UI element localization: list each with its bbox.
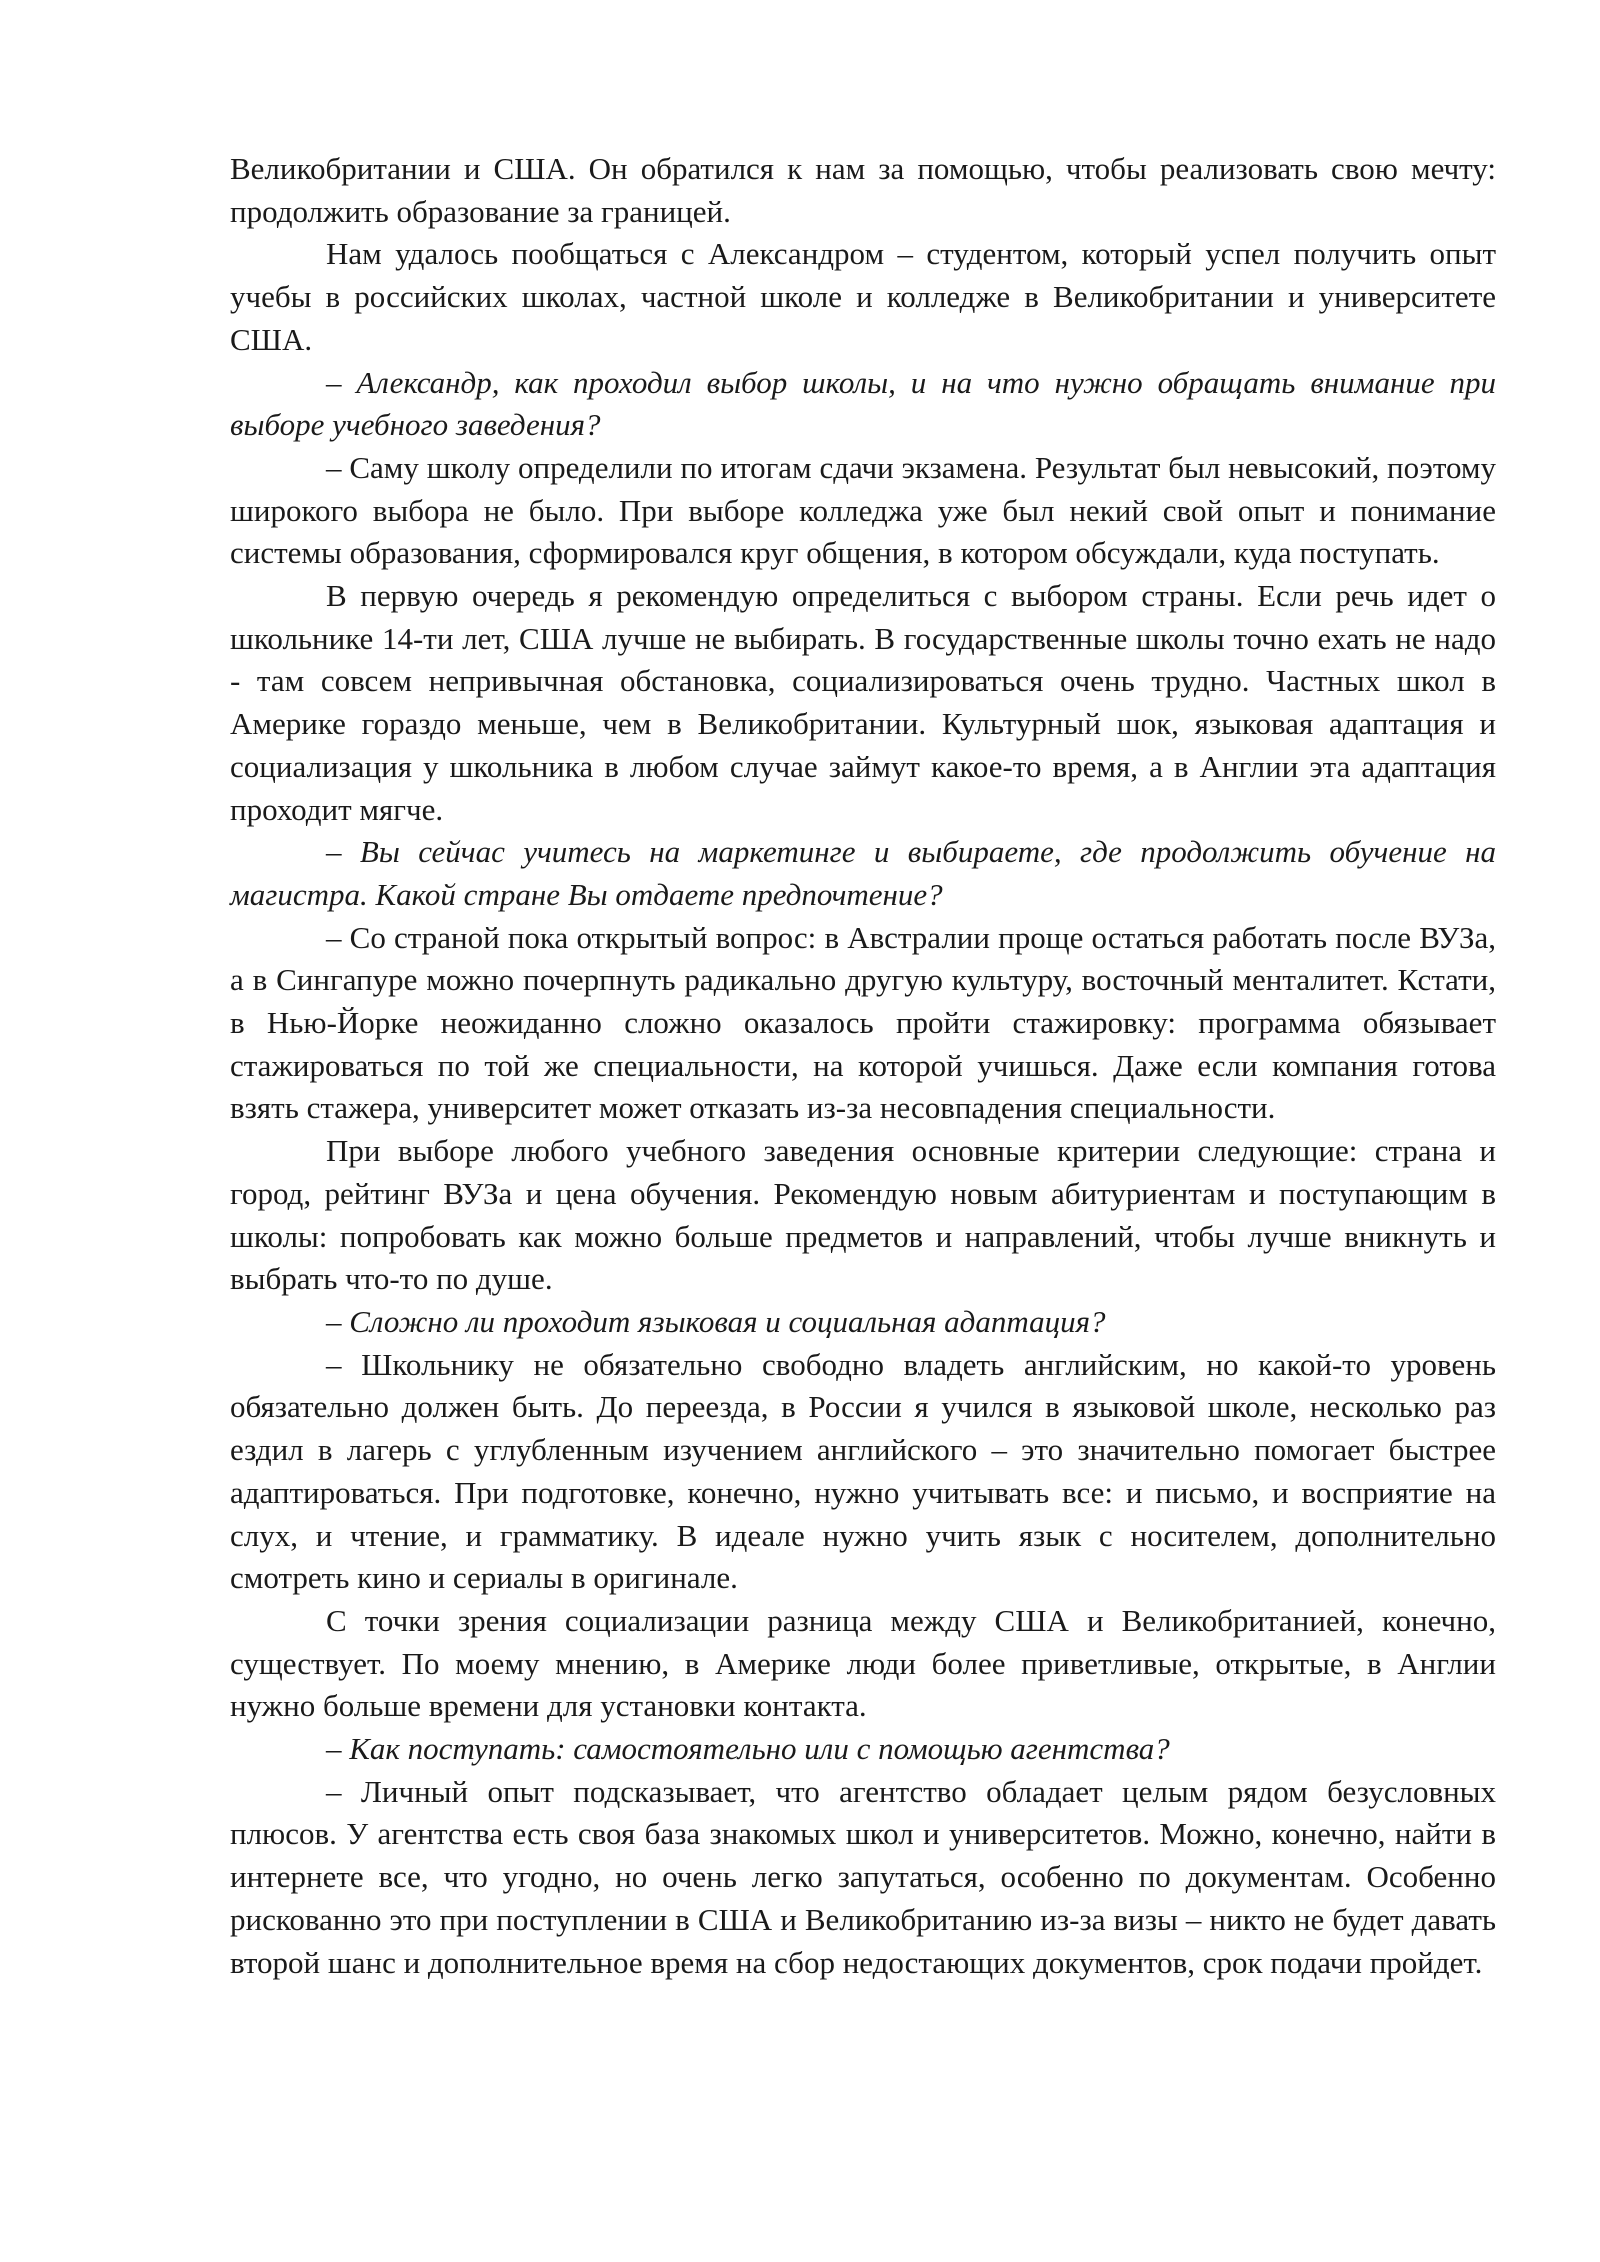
paragraph-continuation: Великобритании и США. Он обратился к нам за помощью, чтобы реализовать свою мечту: продолжить образование за границей.: [230, 151, 1496, 229]
answer-language-adaptation: – Школьнику не обязательно свободно владеть английским, но какой-то уровень обязательно должен быть. До переезда, в России я учился в языковой школе, несколько раз ездил в лагерь с углубленным изучением английского – это значительно помогает быстрее адаптироваться. При подготовке, конечно, нужно учитывать все: и письмо, и восприятие на слух, и чтение, и грамматику. В идеале нужно учить язык с носителем, дополнительно смотреть кино и сериалы в оригинале.: [230, 1346, 1496, 1596]
paragraph-selection-criteria: При выборе любого учебного заведения основные критерии следующие: страна и город, рейтинг ВУЗа и цена обучения. Рекомендую новым абитуриентам и поступающим в школы: попробовать как можно больше предметов и направлений, чтобы лучше вникнуть и выбрать что-то по душе.: [230, 1133, 1496, 1297]
question-adaptation: – Сложно ли проходит языковая и социальная адаптация?: [326, 1303, 1106, 1339]
paragraph-intro: Нам удалось пообщаться с Александром – студентом, который успел получить опыт учебы в российских школах, частной школе и колледже в Великобритании и университете США.: [230, 236, 1496, 357]
answer-masters-country: – Со страной пока открытый вопрос: в Австралии проще остаться работать после ВУЗа, а в Сингапуре можно почерпнуть радикально другую культуру, восточный менталитет. Кстати, в Нью-Йорке неожиданно сложно оказалось пройти стажировку: программа обязывает стажироваться по той же специальности, на которой учишься. Даже если компания готова взять стажера, университет может отказать из-за несовпадения специальности.: [230, 919, 1496, 1126]
answer-agency: – Личный опыт подсказывает, что агентство обладает целым рядом безусловных плюсов. У агентства есть своя база знакомых школ и университетов. Можно, конечно, найти в интернете все, что угодно, но очень легко запутаться, особенно по документам. Особенно рискованно это при поступлении в США и Великобританию из-за визы – никто не будет давать второй шанс и дополнительное время на сбор недостающих документов, срок подачи пройдет.: [230, 1773, 1496, 1980]
question-masters-country: – Вы сейчас учитесь на маркетинге и выбираете, где продолжить обучение на магистра. Какой стране Вы отдаете предпочтение?: [230, 834, 1496, 912]
paragraph-social-adaptation: С точки зрения социализации разница между США и Великобританией, конечно, существует. По моему мнению, в Америке люди более приветливые, открытые, в Англии нужно больше времени для установки контакта.: [230, 1602, 1496, 1724]
paragraph-country-choice: В первую очередь я рекомендую определиться с выбором страны. Если речь идет о школьнике 14-ти лет, США лучше не выбирать. В государственные школы точно ехать не надо - там совсем непривычная обстановка, социализироваться очень трудно. Частных школ в Америке гораздо меньше, чем в Великобритании. Культурный шок, языковая адаптация и социализация у школьника в любом случае займут какое-то время, а в Англии эта адаптация проходит мягче.: [230, 578, 1496, 827]
question-agency: – Как поступать: самостоятельно или с помощью агентства?: [326, 1731, 1170, 1767]
answer-school-choice: – Саму школу определили по итогам сдачи экзамена. Результат был невысокий, поэтому широкого выбора не было. При выборе колледжа уже был некий свой опыт и понимание системы образования, сформировался круг общения, в котором обсуждали, куда поступать.: [230, 449, 1496, 571]
question-school-choice: – Александр, как проходил выбор школы, и на что нужно обращать внимание при выборе учебного заведения?: [230, 364, 1496, 443]
